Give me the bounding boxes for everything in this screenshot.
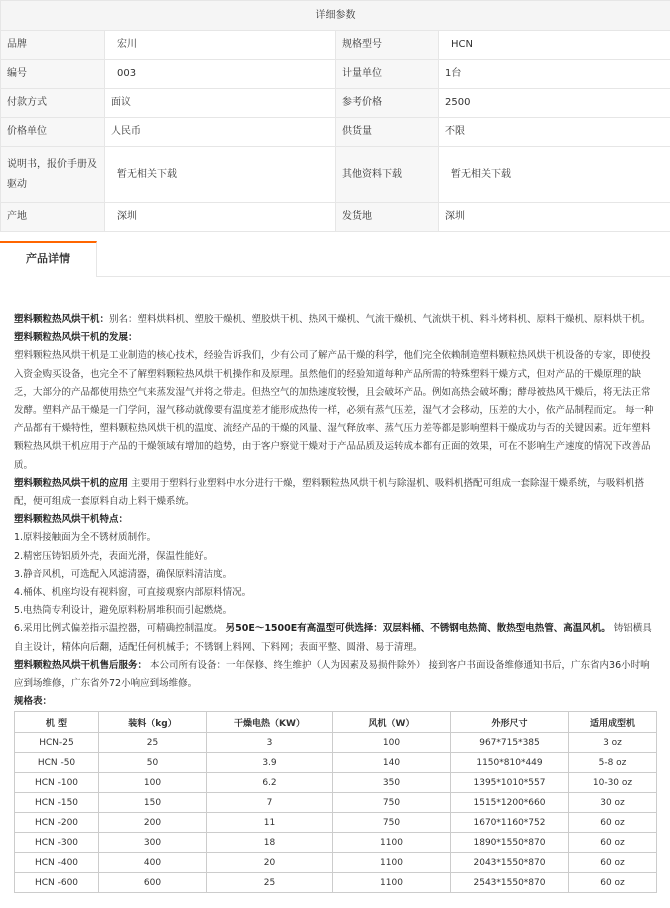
spec-cell: 100 — [99, 773, 207, 793]
spec-cell: HCN -300 — [15, 833, 99, 853]
spec-cell: 3 — [207, 733, 333, 753]
params-row — [1, 31, 670, 60]
spec-cell: HCN -200 — [15, 813, 99, 833]
app-paragraph — [14, 475, 656, 511]
feat6-highlight: 另50E～1500E有高温型可供选择：双层料桶、不锈钢电热筒、散热型电热管、高温风机。 — [225, 623, 611, 635]
param-value: 人民币 — [105, 118, 336, 147]
app-title: 塑料颗粒热风烘干机的应用 — [14, 477, 129, 489]
spec-cell: 2543*1550*870 — [451, 873, 569, 893]
spec-header-cell: 外形尺寸 — [451, 712, 569, 733]
spec-cell: 3.9 — [207, 753, 333, 773]
spec-cell: 60 oz — [569, 853, 657, 873]
params-row — [1, 60, 670, 89]
param-label: 发货地 — [336, 203, 439, 232]
param-value: 深圳 — [439, 203, 670, 232]
param-label: 产地 — [1, 203, 105, 232]
spec-cell: 400 — [99, 853, 207, 873]
spec-row — [15, 773, 657, 793]
spec-row — [15, 853, 657, 873]
params-row-downloads — [1, 147, 670, 203]
spec-cell: 1100 — [333, 833, 451, 853]
feature-item: 3.静音风机，可选配入风滤清器，确保原料清洁度。 — [14, 568, 233, 580]
intro-title: 塑料颗粒热风烘干机： — [14, 314, 110, 325]
product-description — [0, 277, 670, 711]
param-label: 计量单位 — [336, 60, 439, 89]
dev-title-line — [14, 329, 656, 347]
tab-bar — [0, 241, 670, 277]
manual-download-link[interactable]: 暂无相关下载 — [105, 147, 336, 203]
feature-item: 2.精密压铸铝质外壳，表面光滑，保温性能好。 — [14, 550, 214, 562]
param-label: 其他资料下载 — [336, 147, 439, 203]
dev-paragraph: 塑料颗粒热风烘干机是工业制造的核心技术，经验告诉我们，少有公司了解产品干燥的科学，他们完全依赖制造塑料颗粒热风烘干机设备的专家，即使投入资金购买设备，也完全不了解塑料颗粒热风烘干机操作和及原理。虽然他们的经验知道每种产品所需的特殊塑料干燥方式，但对产品的干燥原理的缺乏，大部分的产品都使用热空气来蒸发湿气并将之带走。但热空气的加热速度较慢，且会破坏产品。例如高热会破坏酶；酵母被热风干燥后，将无法正常发酵。塑料产品干燥是一门学问，湿气移动就像要有温度差才能形成热传一样，必须有蒸气压差，湿气才会移动，压差的大小，依产品制程而定。 每一种产品都有干燥特性，塑料颗粒热风烘干机的温度、流经产品的干燥的风量、湿气释放率、蒸气压力差等都是影响塑料干燥成功与否的关键因素。近年塑料颗粒热风烘干机应用于产品的干燥领域有增加的趋势，由于客户察觉干燥对于产品品质及运转成本都有正面的效果，可在不影响生产速度的情况下改善品质。 — [14, 350, 654, 471]
spec-cell: 100 — [333, 733, 451, 753]
spec-header-cell: 机 型 — [15, 712, 99, 733]
intro-text: 别名：塑料烘料机、塑胶干燥机、塑胶烘干机、热风干燥机、气流干燥机、气流烘干机、料斗烤料机、原料干燥机、原料烘干机。 — [109, 314, 651, 325]
spec-cell: 10-30 oz — [569, 773, 657, 793]
spec-cell: 1395*1010*557 — [451, 773, 569, 793]
app-text: 主要用于塑料行业塑料中水分进行干燥，塑料颗粒热风烘干机与除湿机、吸料机搭配可组成一套除湿干燥系统，与吸料机搭配，便可组成一套原料自动上料干燥系统。 — [14, 477, 645, 508]
spec-cell: HCN -600 — [15, 873, 99, 893]
spec-header-cell: 适用成型机 — [569, 712, 657, 733]
spec-table — [14, 711, 657, 893]
spec-cell: 7 — [207, 793, 333, 813]
spec-cell: HCN-25 — [15, 733, 99, 753]
spec-row — [15, 793, 657, 813]
service-paragraph — [14, 657, 656, 693]
spec-header-cell: 风机（W） — [333, 712, 451, 733]
service-title: 塑料颗粒热风烘干机售后服务： — [14, 659, 148, 671]
param-label: 供货量 — [336, 118, 439, 147]
spec-cell: 20 — [207, 853, 333, 873]
param-label: 价格单位 — [1, 118, 105, 147]
spec-cell: 3 oz — [569, 733, 657, 753]
param-value: 宏川 — [105, 31, 336, 60]
spec-cell: HCN -50 — [15, 753, 99, 773]
spec-cell: 1515*1200*660 — [451, 793, 569, 813]
spec-cell: 30 oz — [569, 793, 657, 813]
param-label: 编号 — [1, 60, 105, 89]
feature-item: 4.桶体、机座均设有视料窗，可直接观察内部原料情况。 — [14, 587, 252, 599]
spec-cell: HCN -100 — [15, 773, 99, 793]
tab-product-details[interactable]: 产品详情 — [0, 241, 97, 277]
spec-cell: 5-8 oz — [569, 753, 657, 773]
feature-item: 5.电热筒专利设计，避免原料粉屑堆积而引起燃烧。 — [14, 605, 233, 617]
param-value: 不限 — [439, 118, 670, 147]
other-download-link[interactable]: 暂无相关下载 — [439, 147, 670, 203]
spec-header-row — [15, 712, 657, 733]
service-text: 本公司所有设备：一年保修、终生维护（人为因素及易损件除外） 接到客户书面设备维修通知书后，广东省内36小时响应到场维修，广东省外72小响应到场维修。 — [14, 659, 650, 690]
spec-cell: 1100 — [333, 873, 451, 893]
feat-title-line — [14, 511, 656, 529]
spec-cell: 150 — [99, 793, 207, 813]
spec-header-cell: 干燥电热（KW） — [207, 712, 333, 733]
detail-params-table — [0, 0, 670, 232]
spec-row — [15, 833, 657, 853]
spec-cell: 1890*1550*870 — [451, 833, 569, 853]
params-row — [1, 203, 670, 232]
spec-row — [15, 813, 657, 833]
params-row — [1, 89, 670, 118]
spec-cell: 1670*1160*752 — [451, 813, 569, 833]
spec-cell: 60 oz — [569, 813, 657, 833]
spec-cell: 25 — [207, 873, 333, 893]
spec-cell: HCN -400 — [15, 853, 99, 873]
spec-cell: 11 — [207, 813, 333, 833]
feat6-tail: 铸铝横具自主设计，精体向后翻，适配任何机械手；不锈钢上料网、下料网；表面平整、圆滑、易于清理。 — [14, 623, 652, 653]
feature-item — [14, 620, 656, 656]
spec-cell: 60 oz — [569, 833, 657, 853]
params-row — [1, 118, 670, 147]
spec-cell: 200 — [99, 813, 207, 833]
spec-cell: 25 — [99, 733, 207, 753]
param-label: 品牌 — [1, 31, 105, 60]
spec-cell: 1150*810*449 — [451, 753, 569, 773]
dev-title: 塑料颗粒热风烘干机的发展： — [14, 332, 138, 344]
feat-title: 塑料颗粒热风烘干机特点： — [14, 514, 129, 526]
param-value: 面议 — [105, 89, 336, 118]
spec-row — [15, 873, 657, 893]
spec-cell: 140 — [333, 753, 451, 773]
spec-cell: 750 — [333, 793, 451, 813]
param-value: 1台 — [439, 60, 670, 89]
spec-header-cell: 装料（kg） — [99, 712, 207, 733]
spec-title: 规格表： — [14, 696, 53, 708]
param-label: 规格型号 — [336, 31, 439, 60]
param-label: 参考价格 — [336, 89, 439, 118]
params-title: 详细参数 — [1, 1, 670, 31]
spec-cell: 750 — [333, 813, 451, 833]
param-value: HCN — [439, 31, 670, 60]
spec-cell: 600 — [99, 873, 207, 893]
param-label: 付款方式 — [1, 89, 105, 118]
feat6-text: 6.采用比例式偏差指示温控器，可精确控制温度。 — [14, 623, 223, 635]
feature-item: 1.原料接触面为全不锈材质制作。 — [14, 532, 157, 544]
spec-cell: 300 — [99, 833, 207, 853]
spec-title-line — [14, 693, 656, 711]
spec-cell: 18 — [207, 833, 333, 853]
intro-paragraph — [14, 311, 656, 329]
spec-cell: 1100 — [333, 853, 451, 873]
spec-cell: HCN -150 — [15, 793, 99, 813]
spec-cell: 6.2 — [207, 773, 333, 793]
spec-cell: 2043*1550*870 — [451, 853, 569, 873]
spec-cell: 967*715*385 — [451, 733, 569, 753]
spec-cell: 50 — [99, 753, 207, 773]
spec-cell: 60 oz — [569, 873, 657, 893]
param-value: 2500 — [439, 89, 670, 118]
param-value: 深圳 — [105, 203, 336, 232]
param-label: 说明书，报价手册及驱动 — [1, 147, 105, 203]
spec-row — [15, 753, 657, 773]
spec-row — [15, 733, 657, 753]
param-value: 003 — [105, 60, 336, 89]
spec-cell: 350 — [333, 773, 451, 793]
